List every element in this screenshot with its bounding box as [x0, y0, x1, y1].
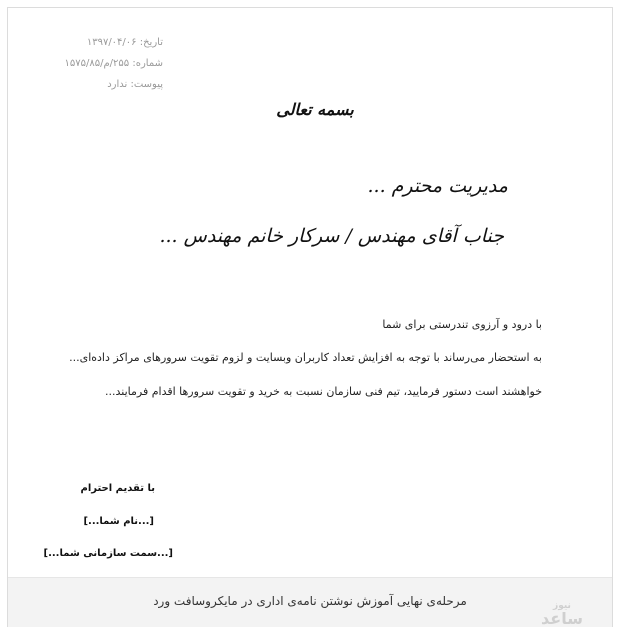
- svg-text:نیوز: نیوز: [553, 601, 571, 611]
- watermark-logo: [512, 590, 612, 630]
- letter-attachment: پیوست: ندارد: [107, 79, 163, 90]
- closing-phrase: با تقدیم احترام: [80, 483, 155, 494]
- letter-date: تاریخ: ۱۳۹۷/۰۴/۰۶: [86, 37, 163, 48]
- body-line-request: خواهشند است دستور فرمایید، تیم فنی سازمان نسبت به خرید و تقویت سرورها اقدام فرمایند...: [104, 385, 542, 398]
- recipient-line-1: مدیریت محترم ...: [367, 175, 508, 197]
- letter-meta: [65, 32, 164, 95]
- recipient-line-2: جناب آقای مهندس / سرکار خانم مهندس ...: [159, 225, 504, 247]
- body-line-greeting: با درود و آرزوی تندرستی برای شما: [382, 318, 542, 331]
- bismillah-heading: بسمه تعالی: [276, 100, 354, 119]
- body-line-context: به استحضار می‌رساند با توجه به افزایش تعداد کاربران وبسایت و لزوم تقویت سرورهای مراکز داده‌ای...: [69, 351, 542, 364]
- svg-text:ساعد: ساعد: [541, 609, 583, 628]
- letter-number: شماره: ۲۵۵/م/۱۵۷۵/۸۵: [64, 58, 163, 69]
- sender-title: [...سمت سازمانی شما...]: [43, 548, 173, 559]
- sender-name: [...نام شما...]: [83, 516, 154, 527]
- caption-text: مرحله‌ی نهایی آموزش نوشتن نامه‌ی اداری در مایکروسافت ورد: [153, 594, 467, 608]
